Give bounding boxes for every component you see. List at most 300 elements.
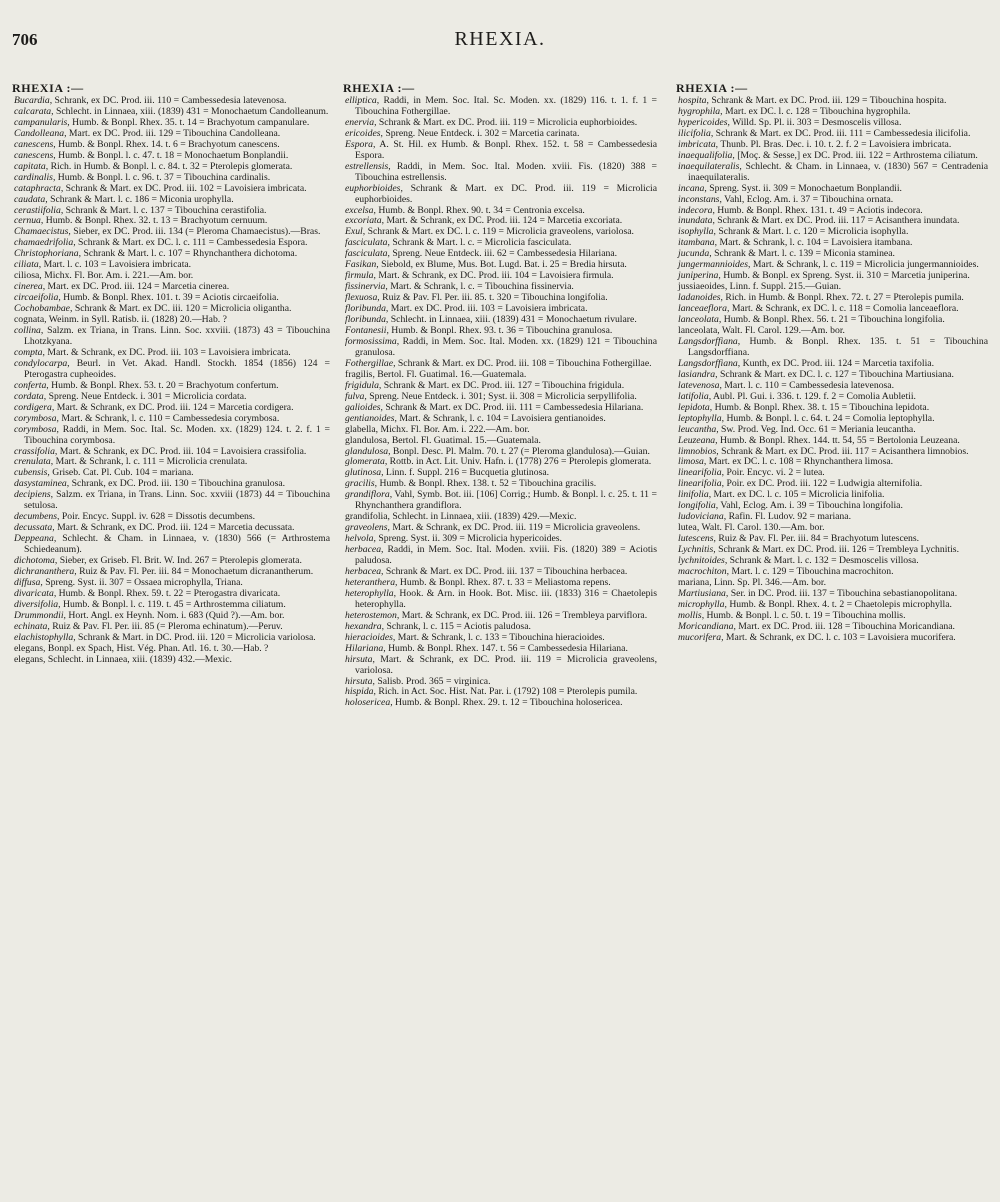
entry-text: , Salzm. ex Triana, in Trans. Linn. Soc. xxviii (1873) 44 = Tibouchina setulosa. (24, 489, 330, 512)
entry-text: , Humb. & Bonpl. Rhex. 32. t. 13 = Brachyotum cernuum. (40, 215, 268, 227)
species-name: herbacea (345, 565, 382, 577)
species-name: cordigera (14, 401, 52, 413)
entry-text: , Humb. & Bonpl. l. c. 119. t. 45 = Arthrostemma ciliatum. (58, 598, 286, 610)
entry-text: , Mart. & Schrank, ex DC. Prod. iii. 104 = Lavoisiera crassifolia. (54, 445, 307, 457)
entry-text: , Schrank, ex DC. Prod. iii. 110 = Cambessedesia latevenosa. (49, 95, 287, 106)
entry-text: , Spreng. Syst. ii. 309 = Monochaetum Bonplandii. (704, 182, 902, 194)
species-name: grandiflora (345, 489, 390, 501)
entry-text: , Schrank & Mart. ex DC. l. c. 111 = Cambessedesia Espora. (73, 237, 308, 249)
species-name: estrellensis (345, 160, 389, 172)
entry-text: , Aubl. Pl. Gui. i. 336. t. 129. f. 2 = Comolia Aubletii. (708, 390, 916, 402)
index-entry (12, 359, 330, 381)
species-name: chamaedrifolia (14, 237, 74, 249)
entry-text: , Ruiz & Pav. Fl. Per. iii. 84 = Brachyotum lutescens. (713, 533, 920, 545)
entry-text: , Humb. & Bonpl. Rhex. 56. t. 21 = Tibouchina longifolia. (718, 314, 945, 326)
entry-text: , Mart. & Schrank, ex DC. Prod. iii. 104 = Lavoisiera firmula. (373, 270, 614, 282)
entry-text: , Schrank & Mart. ex DC. Prod. iii. 111 = Cambessedesia Hilariana. (380, 401, 644, 413)
entry-text: , Humb. & Bonpl. Rhex. 38. t. 15 = Tibouchina lepidota. (709, 401, 930, 413)
entry-text: , Raddi, in Mem. Soc. Ital. Sc. Moden. xx. (1829) 116. t. 1. f. 1 = Tibouchina Fothergillae. (355, 95, 657, 117)
index-entry (12, 655, 330, 666)
entry-text: , Mart. & Schrank, l. c. 111 = Microlicia crenulata. (50, 456, 248, 468)
species-name: hexandra (345, 620, 382, 632)
species-name: condylocarpa (14, 357, 68, 369)
species-name: decussata (14, 522, 53, 534)
index-entry (343, 96, 657, 118)
entry-text: , Mart. & Schrank, ex DC. Prod. iii. 103 = Lavoisiera imbricata. (42, 346, 291, 358)
entry-text: , Mart. ex DC. l. c. 128 = Tibouchina hygrophila. (720, 105, 911, 117)
species-name: Fothergillae (345, 357, 394, 369)
index-entry (343, 655, 657, 677)
species-name: ludoviciana (678, 511, 724, 523)
species-name: ciliata (14, 259, 39, 271)
species-name: leptophylla (678, 412, 722, 424)
entry-text: , Mart. & Schrank, l. c. 104 = Lavoisiera gentianoides. (394, 412, 606, 424)
entry-text: mariana, Linn. Sp. Pl. 346.—Am. bor. (678, 576, 826, 588)
species-name: macrochiton (678, 565, 727, 577)
species-name: fasciculata (345, 237, 388, 249)
entry-text: , Mart. l. c. 103 = Lavoisiera imbricata. (38, 259, 192, 271)
species-name: campanularis (14, 116, 68, 128)
entry-text: , Humb. & Bonpl. Rhex. 29. t. 12 = Tibouchina holosericea. (390, 697, 623, 709)
species-name: cataphracta (14, 182, 61, 194)
entry-text: , Mart. & Schrank, l. c. 119 = Microlicia jungermannioides. (747, 259, 979, 271)
species-name: dichranantherа (14, 565, 75, 577)
entry-text: , Schrank & Mart. ex DC. Prod. iii. 129 = Tibouchina hospita. (706, 95, 947, 106)
entry-text: , Schrank & Mart. l. c. 120 = Microlicia isophylla. (713, 226, 909, 238)
species-name: ilicifolia (678, 127, 711, 139)
entry-text: , A. St. Hil. ex Humb. & Bonpl. Rhex. 152. t. 58 = Cambessedesia Espora. (355, 138, 657, 161)
entry-text: , Schrank, ex DC. Prod. iii. 130 = Tibouchina granulosa. (66, 478, 286, 490)
species-name: glomerata (345, 456, 385, 468)
species-name: calcarata (14, 105, 52, 117)
entry-text: , Humb. & Bonpl. l. c. 64. t. 24 = Comolia leptophylla. (721, 412, 935, 424)
entry-text: , Mart. & Schrank, l. c. 104 = Lavoisiera itambana. (714, 237, 913, 249)
entry-text: , Schrank & Mart. ex DC. Prod. iii. 137 = Tibouchina herbacea. (381, 565, 628, 577)
entry-text: , Mart. & Schrank, ex DC. l. c. 103 = Lavoisiera mucorifera. (721, 631, 956, 643)
entry-text: , Raddi, in Mem. Soc. Ital. Sc. Moden. xx. (1829) 124. t. 2. f. 1 = Tibouchina corymbosa. (24, 423, 330, 446)
entry-text: , Mart. & Schrank, ex DC. l. c. 118 = Comolia lanceaeflora. (726, 303, 959, 315)
species-name: Lychnitis (678, 544, 714, 556)
species-name: echinata (14, 620, 48, 632)
entry-text: , Humb. & Bonpl. Rhex. 135. t. 51 = Tibouchina Langsdorffiana. (688, 335, 988, 358)
entry-text: , Mart. l. c. 129 = Tibouchina macrochiton. (726, 565, 894, 577)
species-name: dichotoma (14, 555, 55, 567)
entry-text: , Raddi, in Mem. Soc. Ital. Moden. xviii. Fis. (1820) 388 = Tibouchina estrellensis. (355, 160, 657, 183)
index-entry (12, 490, 330, 512)
species-name: dasystaminea (14, 478, 67, 490)
entry-text: , Mart. l. c. 110 = Cambessedesia latevenosa. (719, 379, 895, 391)
entry-text: glabella, Michx. Fl. Bor. Am. i. 222.—Am. bor. (345, 423, 530, 435)
entry-text: , Humb. & Bonpl. Rhex. 138. t. 52 = Tibouchina gracilis. (374, 478, 597, 490)
entry-text: , Sieber, ex DC. Prod. iii. 134 (= Pleroma Chamaecistus).—Bras. (68, 226, 321, 238)
species-name: hieracioides (345, 631, 393, 643)
entry-text: , Rich. in Humb. & Bonpl. l. c. 84. t. 32 = Pterolepis glomerata. (45, 160, 293, 172)
species-name: lanceolata (678, 314, 719, 326)
species-name: fasciculata (345, 248, 388, 260)
entry-text: , [Moç. & Sesse,] ex DC. Prod. iii. 122 = Arthrostema ciliatum. (732, 149, 978, 161)
entry-text: , Humb. & Bonpl. Rhex. 131. t. 49 = Aciotis indecora. (712, 204, 923, 216)
species-name: cordata (14, 390, 44, 402)
species-name: helvola (345, 533, 374, 545)
entry-text: , Humb. & Bonpl. Rhex. 144. tt. 54, 55 = Bertolonia Leuzeana. (715, 434, 960, 446)
entry-text: , Schrank, l. c. 115 = Aciotis paludosa. (381, 620, 531, 632)
entry-text: , Schlecht. & Cham. in Linnaea, v. (1830) 567 = Centradenia inaequilateralis. (688, 160, 988, 183)
species-name: hispida (345, 686, 374, 698)
species-name: mollis (678, 609, 702, 621)
species-name: Fontanesii (345, 325, 387, 337)
species-name: conferta (14, 379, 47, 391)
entry-text: , Schrank & Mart. l. c. 137 = Tibouchina cerastifolia. (60, 204, 267, 216)
entry-text: , Beurl. in Vet. Akad. Handl. Stockh. 1854 (1856) 124 = Pterogastra cupheoides. (24, 357, 330, 380)
species-name: fulva (345, 390, 365, 402)
entry-text: , Schrank & Mart. ex DC. l. c. 127 = Tibouchina Martiusiana. (715, 368, 954, 380)
column-heading: RHEXIA :— (676, 82, 748, 95)
species-name: Christophoriana (14, 248, 79, 260)
entry-text: , Spreng. Neue Entdeck. iii. 62 = Cambessedesia Hilariana. (387, 248, 618, 260)
entry-text: , Salisb. Prod. 365 = virginica. (372, 675, 491, 687)
species-name: galioides (345, 401, 381, 413)
species-name: mucorifera (678, 631, 722, 643)
species-name: diversifolia (14, 598, 59, 610)
index-entry (343, 337, 657, 359)
entry-text: , Humb. & Bonpl. Rhex. 90. t. 34 = Centronia excelsa. (373, 204, 585, 216)
entry-text: , Poir. Encyc. Suppl. iv. 628 = Dissotis decumbens. (57, 511, 256, 523)
species-name: cernua (14, 215, 41, 227)
species-name: Cochobambae (14, 303, 70, 315)
entry-text: lanceolata, Walt. Fl. Carol. 129.—Am. bor. (678, 325, 845, 337)
entry-text: , Humb. & Bonpl. Rhex. 147. t. 56 = Cambessedesia Hilariana. (383, 642, 628, 654)
entry-text: , Humb. & Bonpl. Rhex. 14. t. 6 = Brachyotum canescens. (53, 138, 280, 150)
entry-text: , Spreng. Syst. ii. 307 = Ossaea microphylla, Triana. (40, 576, 243, 588)
species-name: cinerea (14, 281, 43, 293)
species-name: heteranthera (345, 576, 396, 588)
entry-text: cognata, Weinm. in Syll. Ratisb. ii. (1828) 20.—Hab. ? (14, 314, 227, 326)
entry-text: , Humb. & Bonpl. Rhex. 93. t. 36 = Tibouchina granulosa. (386, 325, 613, 337)
entry-text: , Spreng. Syst. ii. 309 = Microlicia hypericoides. (373, 533, 562, 545)
species-name: firmula (345, 270, 374, 282)
entry-text: , Spreng. Neue Entdeck. i. 301; Syst. ii. 308 = Microlicia serpyllifolia. (364, 390, 637, 402)
species-name: Fasikan (345, 259, 377, 271)
entry-text: , Mart. & Schrank, ex DC. Prod. iii. 124 = Marcetia cordigera. (51, 401, 294, 413)
species-name: decumbens (14, 511, 58, 523)
species-name: latifolia (678, 390, 709, 402)
species-name: imbricata (678, 138, 716, 150)
species-name: inconstans (678, 193, 720, 205)
species-name: inaequilateralis (678, 160, 740, 172)
entry-text: , Schrank & Mart. ex DC. Prod. iii. 111 = Cambessedesia ilicifolia. (710, 127, 971, 139)
entry-text: grandifolia, Schlecht. in Linnaea, xiii. (1839) 429.—Mexic. (345, 511, 577, 523)
entry-text: , Schrank & Mart. l. c. 107 = Rhynchanthera dichotoma. (78, 248, 298, 260)
entry-text: , Schlecht. in Linnaea, xiii. (1839) 431 = Monochaetum Candolleanum. (51, 105, 329, 117)
species-name: lanceaeflora (678, 303, 727, 315)
species-name: lasiandra (678, 368, 716, 380)
species-name: formosissima (345, 335, 397, 347)
entry-text: , Vahl, Eclog. Am. i. 39 = Tibouchina longifolia. (715, 500, 903, 512)
entry-text: , Schrank & Mart. l. c. = Microlicia fasciculata. (387, 237, 572, 249)
species-name: juniperina (678, 270, 719, 282)
species-name: Langsdorffiana (678, 357, 738, 369)
species-name: canescens (14, 149, 54, 161)
species-name: Hilariana (345, 642, 384, 654)
entry-text: , Mart. ex DC. Prod. iii. 103 = Lavoisiera imbricata. (385, 303, 588, 315)
index-entry (676, 162, 988, 184)
entry-text: , Poir. Encyc. vi. 2 = lutea. (721, 467, 825, 479)
entry-text: , Hook. & Arn. in Hook. Bot. Misc. iii. (1833) 316 = Chaetolepis heterophylla. (355, 587, 657, 610)
entry-text: , Schrank & Mart. ex DC. Prod. iii. 126 = Trembleya Lychnitis. (713, 544, 959, 556)
entry-text: , Siebold, ex Blume, Mus. Bot. Lugd. Bat. i. 25 = Bredia hirsuta. (376, 259, 627, 271)
entry-text: , Griseb. Cat. Pl. Cub. 104 = mariana. (47, 467, 194, 479)
species-name: hirsuta (345, 653, 373, 665)
column-heading: RHEXIA :— (12, 82, 84, 95)
entry-text: , Rafin. Fl. Ludov. 92 = mariana. (723, 511, 852, 523)
species-name: linearifolia (678, 467, 722, 479)
entry-text: , Sieber, ex Griseb. Fl. Brit. W. Ind. 267 = Pterolepis glomerata. (54, 555, 302, 567)
species-name: hospita (678, 95, 707, 106)
species-name: Exul (345, 226, 363, 238)
species-name: linearifolia (678, 478, 722, 490)
index-entry (676, 633, 988, 644)
index-entry (343, 589, 657, 611)
species-name: glutinosa (345, 467, 382, 479)
index-entry (343, 140, 657, 162)
species-name: fissinervia (345, 281, 386, 293)
species-name: indecora (678, 204, 713, 216)
species-name: ladanoides (678, 292, 721, 304)
species-name: itambana (678, 237, 715, 249)
entry-text: , Rich. in Humb. & Bonpl. Rhex. 72. t. 27 = Pterolepis pumila. (720, 292, 964, 304)
species-name: Leuzeana (678, 434, 716, 446)
entry-text: , Schrank & Mart. ex DC. Prod. iii. 117 = Acisanthera limnobios. (716, 445, 969, 457)
species-name: Chamaecistus (14, 226, 69, 238)
species-name: heterostemon (345, 609, 397, 621)
entry-text: fragilis, Bertol. Fl. Guatimal. 16.—Guatemala. (345, 368, 527, 380)
species-name: cubensis (14, 467, 48, 479)
entry-text: , Mart. & Schrank, ex DC. Prod. iii. 126 = Trembleya parviflora. (396, 609, 648, 621)
species-name: lutescens (678, 533, 714, 545)
entry-text: , Humb. & Bonpl. Rhex. 87. t. 33 = Meliastoma repens. (395, 576, 611, 588)
species-name: flexuosa (345, 292, 378, 304)
entry-text: , Mart. ex DC. Prod. iii. 128 = Tibouchina Moricandiana. (733, 620, 955, 632)
entry-text: , Raddi, in Mem. Soc. Ital. Moden. xviii. Fis. (1820) 389 = Aciotis paludosa. (355, 544, 657, 567)
entry-text: , Schrank & Mart. ex DC. Prod. iii. 127 = Tibouchina frigidula. (378, 379, 625, 391)
index-entry (12, 425, 330, 447)
species-name: decipiens (14, 489, 51, 501)
entry-text: , Kunth, ex DC. Prod. iii. 124 = Marcetia taxifolia. (737, 357, 934, 369)
entry-text: elegans, Schlecht. in Linnaea, xiii. (1839) 432.—Mexic. (14, 653, 232, 665)
entry-text: , Rottb. in Act. Lit. Univ. Hafn. i. (1778) 276 = Pterolepis glomerata. (384, 456, 652, 468)
species-name: gentianoides (345, 412, 395, 424)
running-head: RHEXIA. (454, 28, 546, 50)
entry-text: , Raddi, in Mem. Soc. Ital. Moden. xx. (1829) 121 = Tibouchina granulosa. (355, 335, 657, 358)
species-name: herbacea (345, 544, 382, 556)
species-name: microphylla (678, 598, 725, 610)
entry-text: , Schrank & Mart. ex DC. Prod. iii. 119 = Microlicia euphorbioides. (355, 182, 657, 205)
entry-text: , Schrank & Mart. l. c. 132 = Desmoscelis villosa. (724, 555, 919, 567)
species-name: compta (14, 346, 43, 358)
entry-text: , Hort. Angl. ex Heynh. Nom. i. 683 (Quid ?).—Am. bor. (63, 609, 285, 621)
entry-text: , Willd. Sp. Pl. ii. 303 = Desmoscelis villosa. (727, 116, 902, 128)
entry-text: , Schlecht. & Cham. in Linnaea, v. (1830) 566 (= Arthrostema Schiedeanum). (24, 533, 330, 556)
entry-text: , Mart. ex DC. Prod. iii. 124 = Marcetia cinerea. (42, 281, 230, 293)
species-name: isophylla (678, 226, 714, 238)
species-name: caudata (14, 193, 46, 205)
entry-text: , Mart. & Schrank, l. c. 110 = Cambessedesia corymbosa. (56, 412, 280, 424)
species-name: Martiusiana (678, 587, 726, 599)
entry-text: , Schrank & Mart. in DC. Prod. iii. 120 = Microlicia variolosa. (73, 631, 316, 643)
species-name: elachistophylla (14, 631, 74, 643)
species-name: Candolleana (14, 127, 65, 139)
species-name: longifolia (678, 500, 716, 512)
species-name: lepidota (678, 401, 710, 413)
entry-text: , Spreng. Neue Entdeck. i. 302 = Marcetia carinata. (380, 127, 580, 139)
index-entry (12, 534, 330, 556)
entry-text: lutea, Walt. Fl. Carol. 130.—Am. bor. (678, 522, 825, 534)
species-name: hirsuta (345, 675, 373, 687)
species-name: canescens (14, 138, 54, 150)
species-name: limosa (678, 456, 704, 468)
page-number: 706 (12, 30, 38, 49)
entry-text: , Schrank & Mart. ex DC. iii. 120 = Microlicia oligantha. (69, 303, 292, 315)
species-name: floribunda (345, 314, 386, 326)
species-name: excelsa (345, 204, 374, 216)
index-entry (343, 698, 657, 709)
entry-text: , Schrank & Mart. ex DC. Prod. iii. 117 = Acisanthera inundata. (712, 215, 960, 227)
entry-text: , Mart. & Schrank, l. c. 133 = Tibouchina hieracioides. (392, 631, 605, 643)
species-name: floribunda (345, 303, 386, 315)
entry-text: , Sw. Prod. Veg. Ind. Occ. 61 = Meriania leucantha. (716, 423, 916, 435)
species-name: cardinalis (14, 171, 53, 183)
species-name: linifolia (678, 489, 709, 501)
species-name: ericoides (345, 127, 381, 139)
species-name: Bucardia (14, 95, 50, 106)
species-name: jucunda (678, 248, 710, 260)
species-name: euphorbioides (345, 182, 401, 194)
column-3 (676, 82, 988, 1197)
entry-text: , Humb. & Bonpl. l. c. 50. t. 19 = Tibouchina mollis. (701, 609, 906, 621)
entry-text: , Mart. & Schrank, ex DC. Prod. iii. 119 = Microlicia graveolens. (387, 522, 641, 534)
entry-text: , Mart. & Schrank, ex DC. Prod. iii. 124 = Marcetia decussata. (52, 522, 295, 534)
species-name: heterophylla (345, 587, 394, 599)
species-name: hypericoides (678, 116, 728, 128)
species-name: collina (14, 325, 41, 337)
column-2 (343, 82, 657, 1197)
species-name: elliptica (345, 95, 377, 106)
species-name: enervia (345, 116, 375, 128)
entry-text: , Linn. f. Suppl. 216 = Bucquetia glutinosa. (381, 467, 550, 479)
entry-text: glandulosa, Bertol. Fl. Guatimal. 15.—Guatemala. (345, 434, 541, 446)
species-name: Deppeana (14, 533, 54, 545)
entry-text: , Thunb. Pl. Bras. Dec. i. 10. t. 2. f. 2 = Lavoisiera imbricata. (715, 138, 952, 150)
species-name: divaricata (14, 587, 54, 599)
entry-text: , Humb. & Bonpl. ex Spreng. Syst. ii. 310 = Marcetia juniperina. (718, 270, 970, 282)
entry-text: , Mart. ex DC. l. c. 105 = Microlicia linifolia. (708, 489, 885, 501)
entry-text: , Humb. & Bonpl. Rhex. 35. t. 14 = Brachyotum campanulare. (67, 116, 310, 128)
column-heading: RHEXIA :— (343, 82, 415, 95)
entry-text: , Ruiz & Pav. Fl. Per. iii. 85. t. 320 = Tibouchina longifolia. (377, 292, 608, 304)
species-name: limnobios (678, 445, 717, 457)
species-name: excoriata (345, 215, 382, 227)
entry-text: , Humb. & Bonpl. l. c. 47. t. 18 = Monochaetum Bonplandii. (53, 149, 289, 161)
species-name: lychnitoides (678, 555, 725, 567)
species-name: incana (678, 182, 705, 194)
species-name: capitata (14, 160, 46, 172)
entry-text: , Humb. & Bonpl. Rhex. 101. t. 39 = Aciotis circaeifolia. (58, 292, 279, 304)
species-name: holosericea (345, 697, 391, 709)
species-name: corymbosa (14, 423, 57, 435)
entry-text: , Schrank & Mart. ex DC. Prod. iii. 119 = Microlicia euphorbioides. (374, 116, 638, 128)
entry-text: jussiaeoides, Linn. f. Suppl. 215.—Guian. (678, 281, 842, 293)
species-name: cerastiifolia (14, 204, 61, 216)
species-name: latevenosa (678, 379, 720, 391)
species-name: Moricandiana (678, 620, 734, 632)
species-name: inaequalifolia (678, 149, 733, 161)
species-name: diffusa (14, 576, 41, 588)
species-name: crassifolia (14, 445, 55, 457)
entry-text: , Schrank & Mart. ex DC. l. c. 119 = Microlicia graveolens, variolosa. (362, 226, 634, 238)
entry-text: , Humb. & Bonpl. Rhex. 53. t. 20 = Brachyotum confertum. (46, 379, 279, 391)
entry-text: elegans, Bonpl. ex Spach, Hist. Vég. Phan. Atl. 16. t. 30.—Hab. ? (14, 642, 269, 654)
entry-text: , Bonpl. Desc. Pl. Malm. 70. t. 27 (= Pleroma glandulosa).—Guian. (388, 445, 650, 457)
entry-text: , Schrank & Mart. ex DC. Prod. iii. 108 = Tibouchina Fothergillae. (393, 357, 652, 369)
species-name: jungermannioides (678, 259, 748, 271)
entry-text: , Schlecht. in Linnaea, xiii. (1839) 431 = Monochaetum rivulare. (385, 314, 637, 326)
index-entry (343, 490, 657, 512)
species-name: Langsdorffiana (678, 335, 738, 347)
species-name: graveolens (345, 522, 388, 534)
entry-text: , Ruiz & Pav. Fl. Per. iii. 84 = Monochaetum dicranantherum. (74, 565, 314, 577)
entry-text: , Schrank & Mart. l. c. 186 = Miconia urophylla. (45, 193, 234, 205)
columns-container (0, 82, 1000, 1197)
species-name: corymbosa (14, 412, 57, 424)
species-name: glandulosa (345, 445, 389, 457)
index-entry (676, 337, 988, 359)
entry-text: , Mart. ex DC. Prod. iii. 129 = Tibouchina Candolleana. (64, 127, 281, 139)
entry-text: , Ruiz & Pav. Fl. Per. iii. 85 (= Pleroma echinatum).—Peruv. (47, 620, 283, 632)
entry-text: , Mart. & Schrank, ex DC. Prod. iii. 124 = Marcetia excoriata. (381, 215, 623, 227)
species-name: frigidula (345, 379, 379, 391)
species-name: crenulata (14, 456, 51, 468)
species-name: Drummondii (14, 609, 64, 621)
entry-text: , Salzm. ex Triana, in Trans. Linn. Soc. xxviii. (1873) 43 = Tibouchina Lhotzkyana. (24, 325, 330, 347)
entry-text: , Humb. & Bonpl. Rhex. 59. t. 22 = Pterogastra divaricata. (53, 587, 281, 599)
entry-text: , Ser. in DC. Prod. iii. 137 = Tibouchina sebastianopolitana. (725, 587, 958, 599)
entry-text: , Mart. & Schrank, l. c. = Tibouchina fissinervia. (385, 281, 574, 293)
species-name: hygrophila (678, 105, 721, 117)
entry-text: , Schrank & Mart. l. c. 139 = Miconia staminea. (709, 248, 895, 260)
entry-text: , Mart. ex DC. l. c. 108 = Rhynchanthera limosa. (703, 456, 894, 468)
species-name: circaeifolia (14, 292, 59, 304)
entry-text: , Poir. ex DC. Prod. iii. 122 = Ludwigia alternifolia. (721, 478, 923, 490)
entry-text: , Rich. in Act. Soc. Hist. Nat. Par. i. (1792) 108 = Pterolepis pumila. (373, 686, 638, 698)
entry-text: , Vahl, Eclog. Am. i. 37 = Tibouchina ornata. (719, 193, 894, 205)
species-name: inundata (678, 215, 713, 227)
index-entry (343, 162, 657, 184)
entry-text: , Mart. & Schrank, ex DC. Prod. iii. 119 = Microlicia graveolens, variolosa. (355, 653, 657, 676)
species-name: leucantha (678, 423, 717, 435)
entry-text: , Humb. & Bonpl. l. c. 96. t. 37 = Tibouchina cardinalis. (52, 171, 271, 183)
column-1 (12, 82, 330, 1197)
species-name: Espora (345, 138, 373, 150)
entry-text: , Humb. & Bonpl. Rhex. 4. t. 2 = Chaetolepis microphylla. (724, 598, 952, 610)
species-name: gracilis (345, 478, 375, 490)
index-entry (343, 184, 657, 206)
entry-text: ciliosa, Michx. Fl. Bor. Am. i. 221.—Am. bor. (14, 270, 194, 282)
index-entry (12, 326, 330, 348)
entry-text: , Spreng. Neue Entdeck. i. 301 = Microlicia cordata. (43, 390, 247, 402)
index-entry (343, 545, 657, 567)
entry-text: , Vahl, Symb. Bot. iii. [106] Corrig.; Humb. & Bonpl. l. c. 25. t. 11 = Rhynchanthera grandiflora. (355, 489, 657, 512)
entry-text: , Schrank & Mart. ex DC. Prod. iii. 102 = Lavoisiera imbricata. (60, 182, 307, 194)
